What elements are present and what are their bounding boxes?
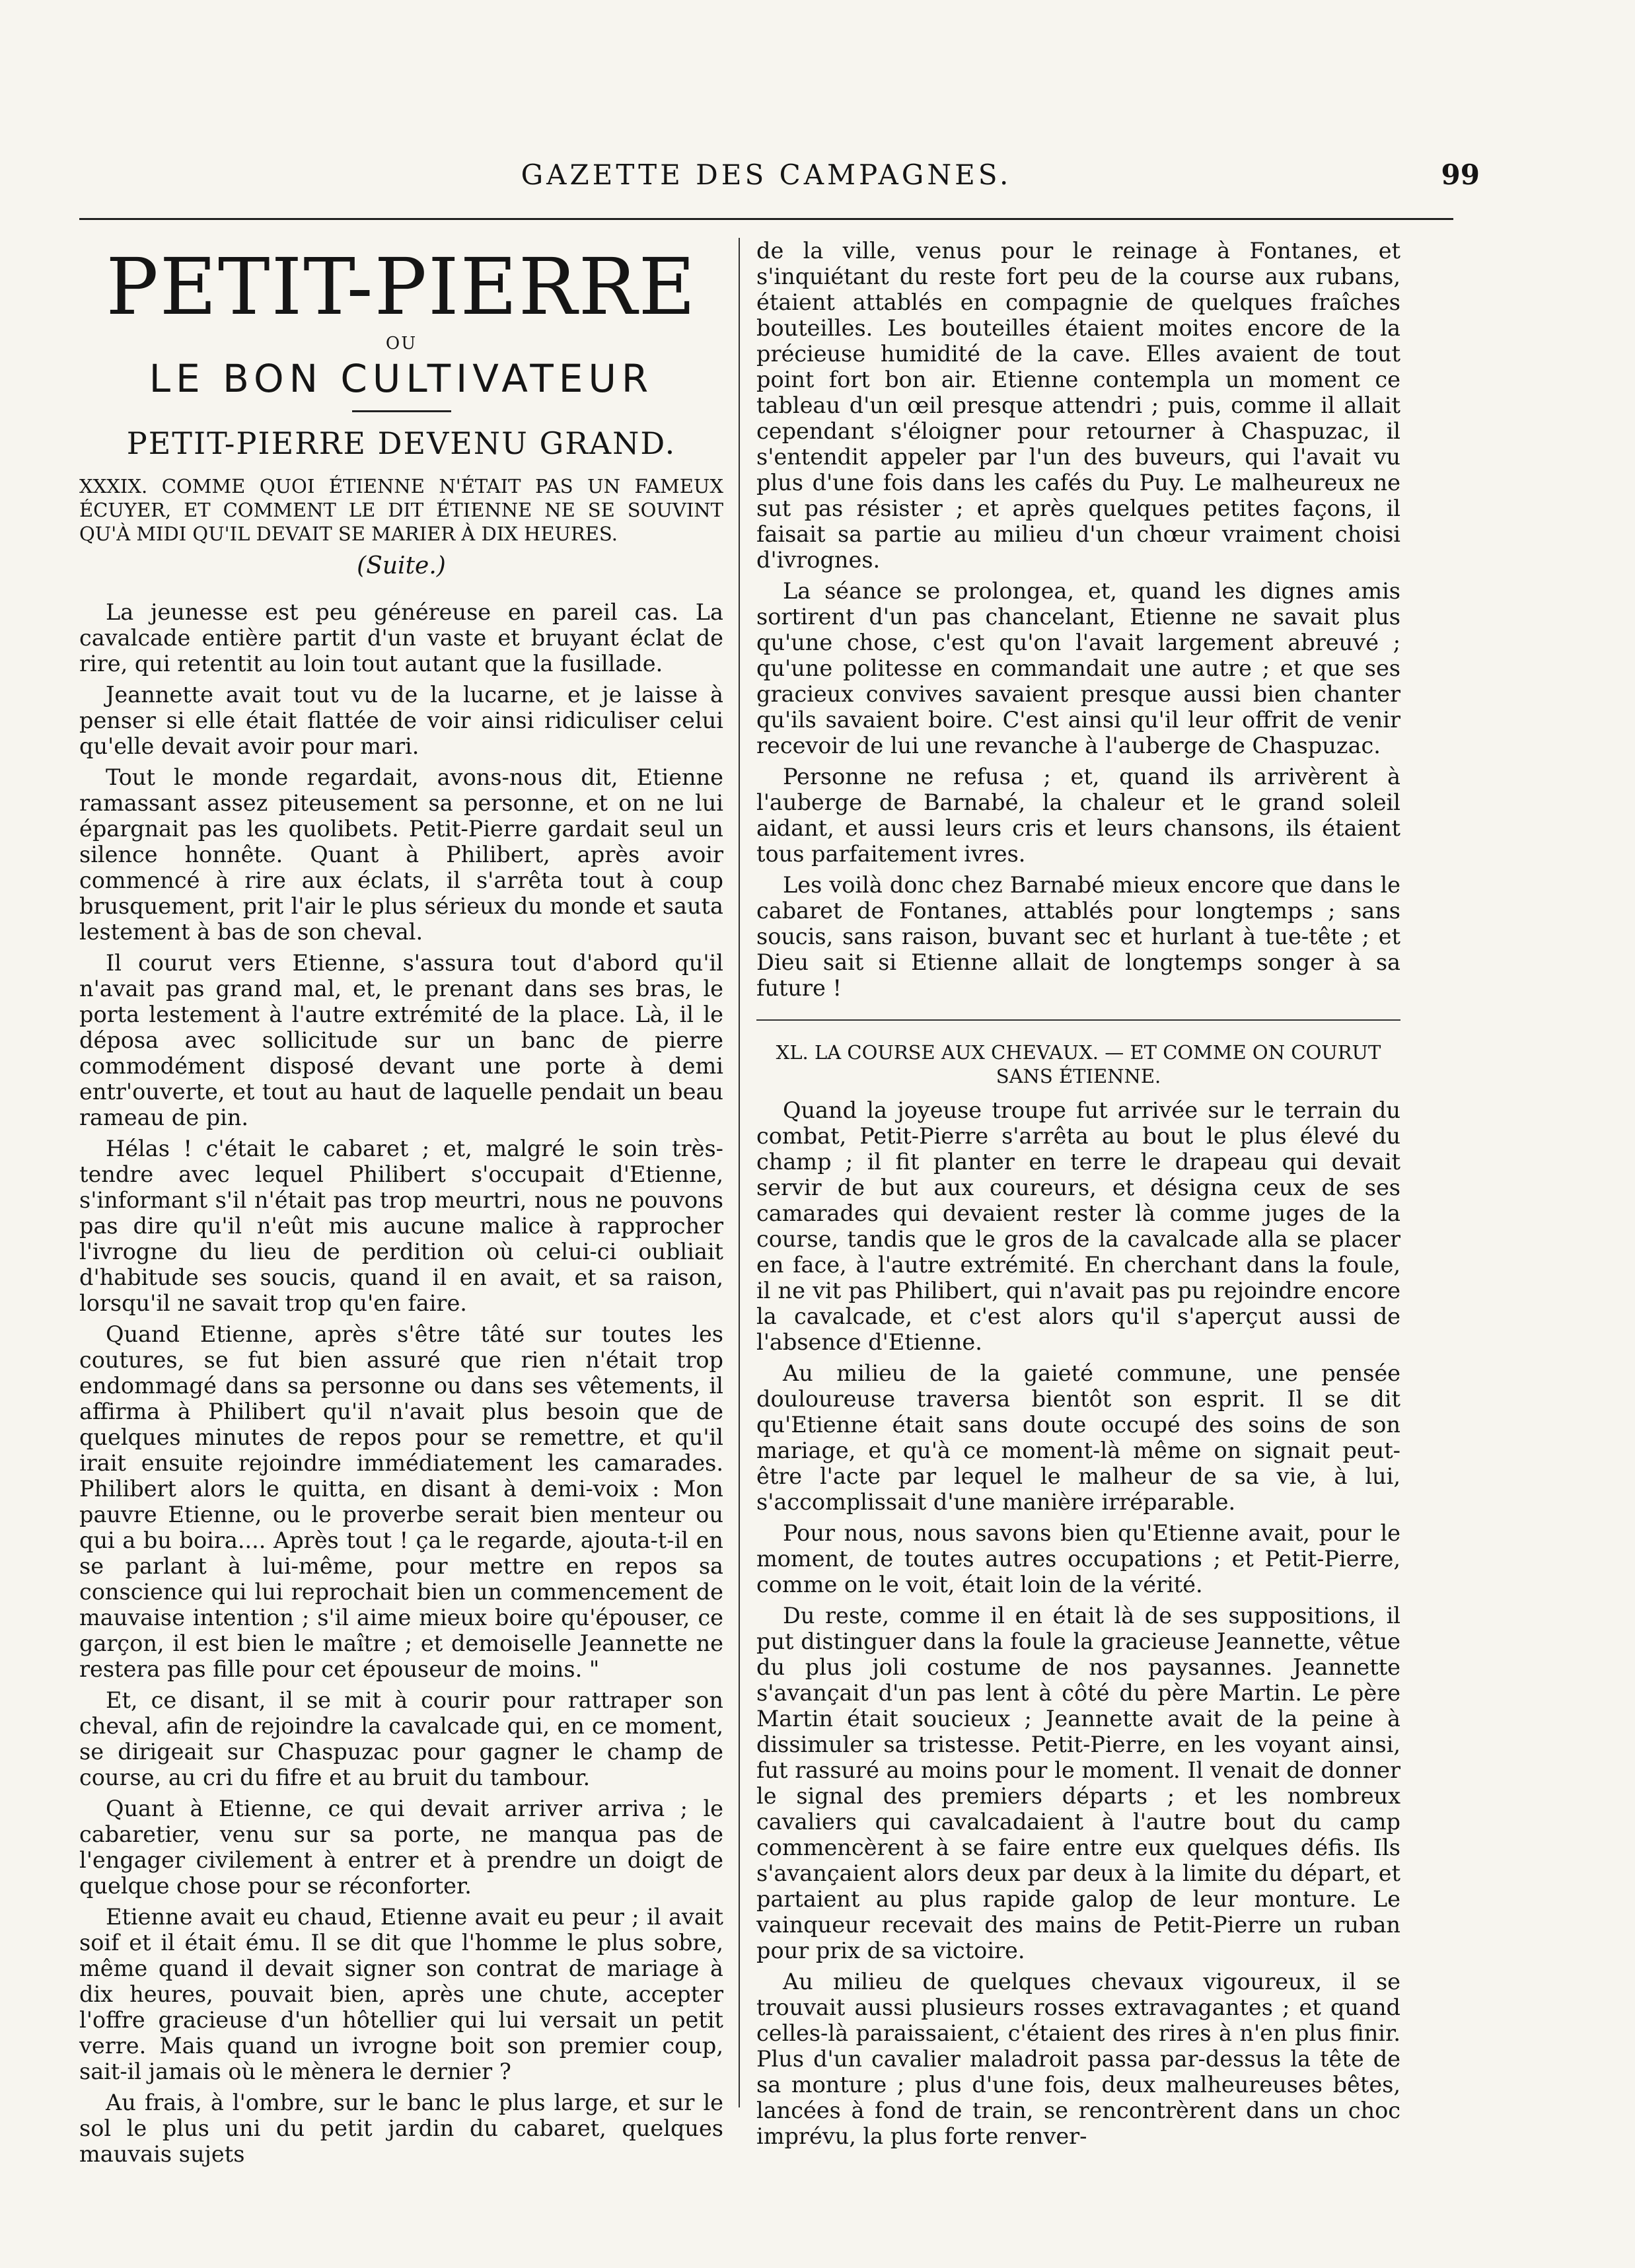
paragraph: Au milieu de la gaieté commune, une pensée douloureuse traversa bientôt son esprit. Il se dit qu'Etienne était sans doute occupé des soins de son mariage, et qu'à ce moment-là même on signait peut-être l'acte par lequel le malheur de sa vie, à lui, s'accomplissait d'une manière irréparable.	[756, 1360, 1400, 1515]
paragraph: Pour nous, nous savons bien qu'Etienne avait, pour le moment, de toutes autres occupations ; et Petit-Pierre, comme on le voit, était loin de la vérité.	[756, 1520, 1400, 1597]
paragraph: Au milieu de quelques chevaux vigoureux, il se trouvait aussi plusieurs rosses extravagantes ; et quand celles-là paraissaient, c'étaient des rires à n'en plus finir. Plus d'un cavalier maladroit passa par-dessus la tête de sa monture ; plus d'une fois, deux malheureuses bêtes, lancées à fond de train, se rencontrèrent dans un choc imprévu, la plus forte renver-	[756, 1969, 1400, 2149]
paragraph: La séance se prolongea, et, quand les dignes amis sortirent d'un pas chancelant, Etienne ne savait plus qu'une chose, c'est qu'on l'avait largement abreuvé ; qu'une politesse en commandait une autre ; et que ses gracieux convives savaient presque aussi bien chanter qu'ils savaient boire. C'est ainsi qu'il leur offrit de venir recevoir de lui une revanche à l'auberge de Chaspuzac.	[756, 578, 1400, 758]
page-number: 99	[1441, 159, 1480, 191]
paragraph: Hélas ! c'était le cabaret ; et, malgré le soin très-tendre avec lequel Philibert s'occupait d'Etienne, s'informant s'il n'était pas trop meurtri, nous ne pouvons pas dire qu'il n'eût mis aucune malice à rapprocher l'ivrogne du lieu de perdition où celui-ci oubliait d'habitude ses soucis, quand il en avait, et sa raison, lorsqu'il ne savait trop qu'en faire.	[79, 1136, 723, 1316]
right-column	[756, 238, 1400, 2154]
paragraph: Du reste, comme il en était là de ses suppositions, il put distinguer dans la foule la gracieuse Jeannette, vêtue du plus joli costume de nos paysannes. Jeannette s'avançait d'un pas lent à côté du père Martin. Le père Martin était soucieux ; Jeannette avait de la peine à dissimuler sa tristesse. Petit-Pierre, en les voyant ainsi, fut rassuré au moins pour le moment. Il venait de donner le signal des premiers départs ; et les nombreux cavaliers qui cavalcadaient à l'autre bout du camp commencèrent à se faire entre eux quelques défis. Ils s'avançaient alors deux par deux à la limite du départ, et partaient au plus rapide galop de leur monture. Le vainqueur recevait des mains de Petit-Pierre un ruban pour prix de sa victoire.	[756, 1603, 1400, 1963]
paragraph-continued: de la ville, venus pour le reinage à Fontanes, et s'inquiétant du reste fort peu de la course aux rubans, étaient attablés en compagnie de quelques fraîches bouteilles. Les bouteilles étaient moites encore de la précieuse humidité de la cave. Elles avaient de tout point fort bon air. Etienne contempla un moment ce tableau d'un œil presque attendri ; puis, comme il allait cependant s'éloigner pour retourner à Chaspuzac, il s'entendit appeler par l'un des buveurs, qui l'avait vu plus d'une fois dans les cafés du Puy. Le malheureux ne sut pas résister ; et après quelques petites façons, il faisait sa partie au milieu d'un chœur vraiment choisi d'ivrognes.	[756, 238, 1400, 573]
chapter-heading: XL. LA COURSE AUX CHEVAUX. — ET COMME ON COURUT SANS ÉTIENNE.	[776, 1041, 1381, 1087]
left-column	[79, 238, 723, 2172]
continued-note: (Suite.)	[357, 552, 446, 579]
paragraph: Jeannette avait tout vu de la lucarne, et je laisse à penser si elle était flattée de voir ainsi ridiculiser celui qu'elle devait avoir pour mari.	[79, 682, 723, 759]
part-title: PETIT-PIERRE DEVENU GRAND.	[126, 425, 676, 461]
section-rule	[756, 1019, 1400, 1021]
column-divider	[739, 238, 740, 2107]
story-subtitle: LE BON CULTIVATEUR	[149, 356, 654, 401]
running-head	[79, 159, 1480, 205]
story-or: OU	[385, 334, 418, 353]
paragraph: Quand Etienne, après s'être tâté sur toutes les coutures, se fut bien assuré que rien n'était trop endommagé dans sa personne ou dans ses vêtements, il affirma à Philibert qu'il n'avait plus besoin que de quelques minutes de repos pour se remettre, et qu'il irait ensuite rejoindre immédiatement les camarades. Philibert alors le quitta, en disant à demi-voix : Mon pauvre Etienne, ou le proverbe serait bien menteur ou qui a bu boira.... Après tout ! ça le regarde, ajouta-t-il en se parlant à lui-même, pour mettre en repos sa conscience qui lui reprochait bien un commencement de mauvaise intention ; s'il aime mieux boire qu'épouser, ce garçon, il est bien le maître ; et demoiselle Jeannette ne restera pas fille pour cet épouseur de moins. "	[79, 1321, 723, 1682]
header-rule	[79, 218, 1453, 220]
paragraph: La jeunesse est peu généreuse en pareil cas. La cavalcade entière partit d'un vaste et bruyant éclat de rire, qui retentit au loin tout autant que la fusillade.	[79, 599, 723, 677]
title-rule	[352, 410, 451, 412]
chapter-heading: XXXIX. COMME QUOI ÉTIENNE N'ÉTAIT PAS UN FAMEUX ÉCUYER, ET COMMENT LE DIT ÉTIENNE NE SE SOUVINT QU'À MIDI QU'IL DEVAIT SE MARIER À DIX HEURES.	[79, 475, 723, 545]
paragraph: Etienne avait eu chaud, Etienne avait eu peur ; il avait soif et il était ému. Il se dit que l'homme le plus sobre, même quand il devait signer son contrat de mariage à dix heures, pouvait bien, après une chute, accepter l'offre gracieuse d'un hôtellier qui lui versait un petit verre. Mais quand un ivrogne boit son premier coup, sait-il jamais où le mènera le dernier ?	[79, 1904, 723, 2084]
paragraph: Tout le monde regardait, avons-nous dit, Etienne ramassant assez piteusement sa personne, et on ne lui épargnait pas les quolibets. Petit-Pierre gardait seul un silence honnête. Quant à Philibert, après avoir commencé à rire aux éclats, il s'arrêta tout à coup brusquement, prit l'air le plus sérieux du monde et sauta lestement à bas de son cheval.	[79, 764, 723, 945]
paragraph: Les voilà donc chez Barnabé mieux encore que dans le cabaret de Fontanes, attablés pour longtemps ; sans soucis, sans raison, buvant sec et hurlant à tue-tête ; et Dieu sait si Etienne allait de longtemps songer à sa future !	[756, 872, 1400, 1001]
story-title: PETIT-PIERRE	[106, 241, 697, 332]
paragraph: Et, ce disant, il se mit à courir pour rattraper son cheval, afin de rejoindre la cavalcade qui, en ce moment, se dirigeait sur Chaspuzac pour gagner le champ de course, au cri du fifre et au bruit du tambour.	[79, 1687, 723, 1790]
paragraph: Quant à Etienne, ce qui devait arriver arriva ; le cabaretier, venu sur sa porte, ne manqua pas de l'engager civilement à entrer et à prendre un doigt de quelque chose pour se réconforter.	[79, 1796, 723, 1899]
paragraph: Il courut vers Etienne, s'assura tout d'abord qu'il n'avait pas grand mal, et, le prenant dans ses bras, le porta lestement à l'autre extrémité de la place. Là, il le déposa avec sollicitude sur un banc de pierre commodément disposé devant une porte à demi entr'ouverte, et tout au haut de laquelle pendait un beau rameau de pin.	[79, 950, 723, 1130]
paragraph: Au frais, à l'ombre, sur le banc le plus large, et sur le sol le plus uni du petit jardin du cabaret, quelques mauvais sujets	[79, 2090, 723, 2167]
paragraph: Quand la joyeuse troupe fut arrivée sur le terrain du combat, Petit-Pierre s'arrêta au bout le plus élevé du champ ; il fit planter en terre le drapeau qui devait servir de but aux coureurs, et désigna ceux de ses camarades qui devaient rester là comme juges de la course, tandis que le gros de la cavalcade alla se placer en face, à l'autre extrémité. En cherchant dans la foule, il ne vit pas Philibert, qui n'avait pas pu rejoindre encore la cavalcade, et c'est alors qu'il s'aperçut aussi de l'absence d'Etienne.	[756, 1097, 1400, 1355]
paragraph: Personne ne refusa ; et, quand ils arrivèrent à l'auberge de Barnabé, la chaleur et le grand soleil aidant, et aussi leurs cris et leurs chansons, ils étaient tous parfaitement ivres.	[756, 764, 1400, 867]
running-title: GAZETTE DES CAMPAGNES.	[521, 159, 1012, 191]
